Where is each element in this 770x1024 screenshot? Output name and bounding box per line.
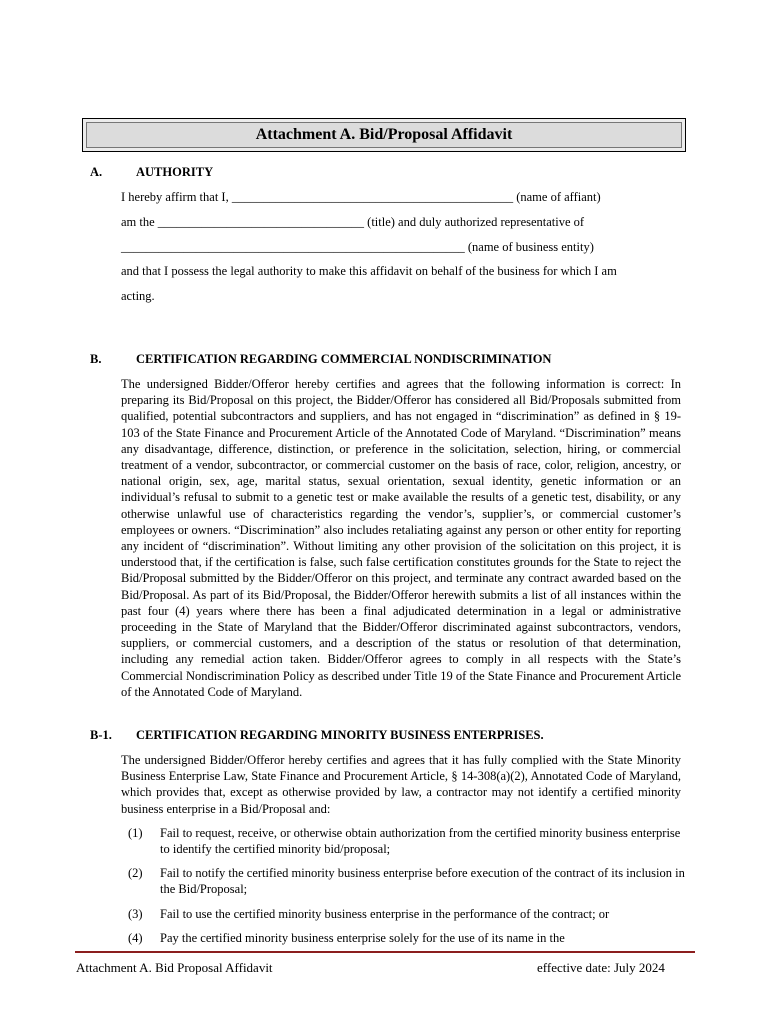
section-b-heading: CERTIFICATION REGARDING COMMERCIAL NONDISCRIMINATION: [136, 352, 552, 366]
section-b1-heading: CERTIFICATION REGARDING MINORITY BUSINESS ENTERPRISES.: [136, 728, 544, 742]
section-a-number: A.: [90, 165, 103, 179]
section-b-number: B.: [90, 352, 102, 366]
section-b1-number: B-1.: [90, 728, 112, 742]
list-item-text: Fail to use the certified minority business enterprise in the performance of the contract; or: [160, 907, 610, 921]
footer-right: effective date: July 2024: [537, 960, 665, 975]
list-item-text: Fail to request, receive, or otherwise obtain authorization from the certified minority business enterprise to identify the certified minority bid/proposal;: [160, 826, 681, 856]
section-a-heading: AUTHORITY: [136, 165, 214, 179]
section-b1-body: The undersigned Bidder/Offeror hereby certifies and agrees that it has fully complied with the State Minority Business Enterprise Law, State Finance and Procurement Article, § 14-308(a)(2), Annotated Code of Maryland, which provides that, except as otherwise provided by law, a contractor may not identify a certified minority business enterprise in a Bid/Proposal and:: [121, 753, 681, 816]
list-item-text: Pay the certified minority business enterprise solely for the use of its name in the: [160, 931, 565, 945]
list-item-number: (2): [128, 866, 143, 880]
section-b-body: The undersigned Bidder/Offeror hereby certifies and agrees that the following information is correct: In preparing its Bid/Proposal on this project, the Bidder/Offeror has considered all Bid/Proposals submitted from qualified, potential subcontractors and suppliers, and has not engaged in “discrimination” as defined in § 19-103 of the State Finance and Procurement Article of the Annotated Code of Maryland. “Discrimination” means any disadvantage, difference, distinction, or preference in the solicitation, selection, hiring, or commercial treatment of a vendor, subcontractor, or commercial customer on the basis of race, color, religion, ancestry, or national origin, sex, age, marital status, sexual orientation, sexual identity, genetic information or an individual’s refusal to submit to a genetic test or make available the results of a genetic test, disability, or any otherwise unlawful use of characteristics regarding the vendor’s, supplier’s, or commercial customer’s employees or owners. “Discrimination” also includes retaliating against any person or other entity for reporting any incident of “discrimination”. Without limiting any other provision of the solicitation on this project, it is understood that, if the certification is false, such false certification constitutes grounds for the State to reject the Bid/Proposal submitted by the Bidder/Offeror on this project, and terminate any contract awarded based on the Bid/Proposal. As part of its Bid/Proposal, the Bidder/Offeror herewith submits a list of all instances within the past four (4) years where there has been a final adjudicated determination in a legal or administrative proceeding in the State of Maryland that the Bidder/Offeror discriminated against subcontractors, vendors, suppliers, or commercial customers, and a description of the status or resolution of that determination, including any remedial action taken. Bidder/Offeror agrees to comply in all respects with the State’s Commercial Nondiscrimination Policy as described under Title 19 of the State Finance and Procurement Article of the Annotated Code of Maryland.: [121, 377, 681, 699]
footer-divider: [75, 951, 695, 953]
authority-line: and that I possess the legal authority to make this affidavit on behalf of the business for which I am: [121, 264, 617, 278]
list-item-number: (3): [128, 907, 143, 921]
title-line: am the _________________________________ (title) and duly authorized representative of: [121, 215, 585, 229]
list-item-number: (1): [128, 826, 143, 840]
footer-left: Attachment A. Bid Proposal Affidavit: [76, 960, 273, 975]
business-entity-line: _______________________________________________________ (name of business entity): [121, 240, 594, 254]
page-title: Attachment A. Bid/Proposal Affidavit: [255, 126, 513, 143]
list-item-number: (4): [128, 931, 143, 945]
list-item-text: Fail to notify the certified minority business enterprise before execution of the contract of its inclusion in the Bid/Proposal;: [160, 866, 685, 896]
authority-line-end: acting.: [121, 289, 155, 303]
affiant-line: I hereby affirm that I, _____________________________________________ (name of affiant): [121, 190, 601, 204]
title-box: [82, 118, 686, 152]
